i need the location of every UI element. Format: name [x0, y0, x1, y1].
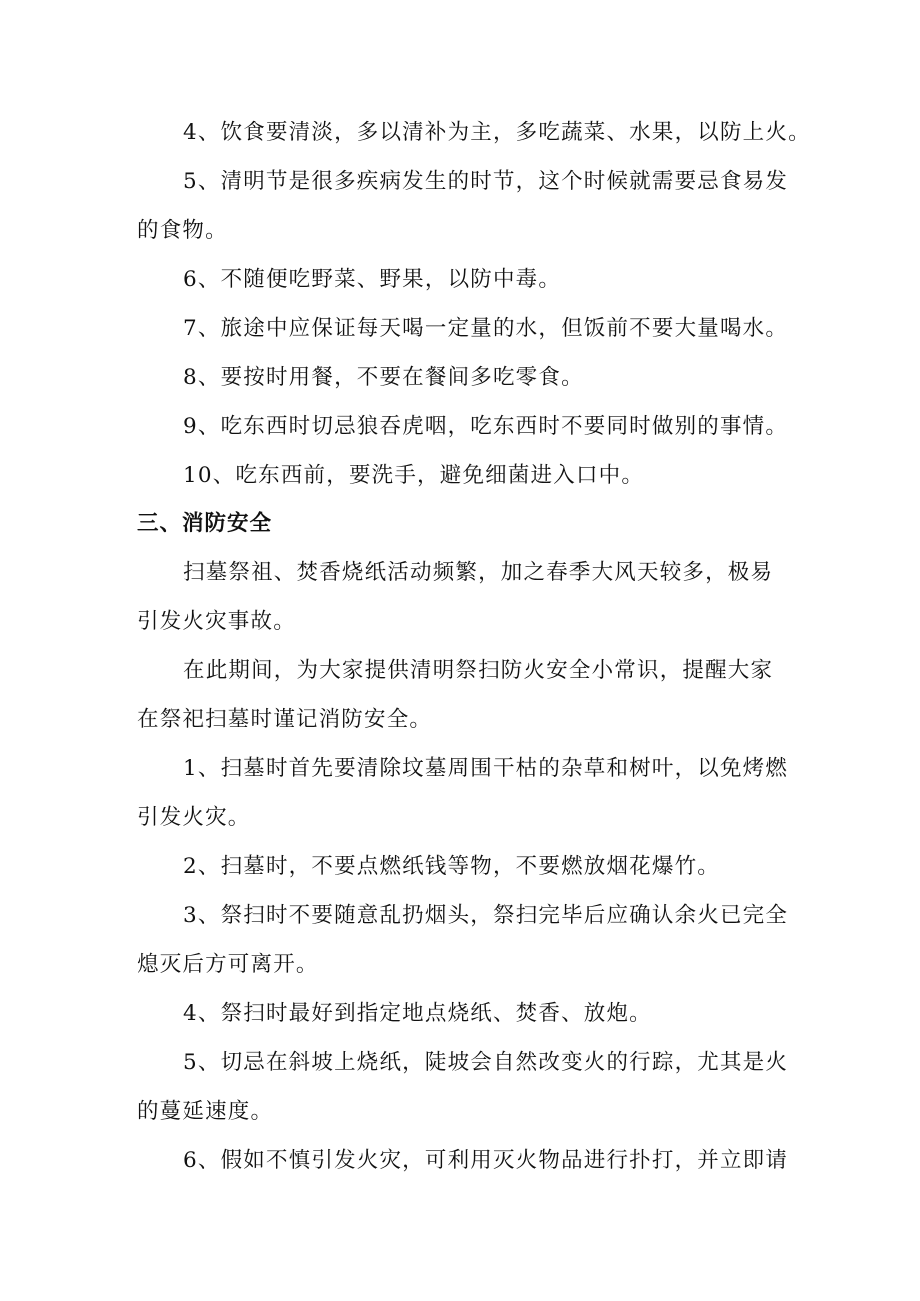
paragraph-line: 9、吃东西时切忌狼吞虎咽，吃东西时不要同时做别的事情。 [183, 414, 789, 439]
paragraph-line: 6、假如不慎引发火灾，可利用灭火物品进行扑打，并立即请 [183, 1148, 789, 1173]
paragraph-line: 的蔓延速度。 [137, 1099, 274, 1124]
paragraph-line: 7、旅途中应保证每天喝一定量的水，但饭前不要大量喝水。 [183, 316, 789, 341]
section-heading: 三、消防安全 [137, 511, 273, 536]
paragraph-line: 10、吃东西前，要洗手，避免细菌进入口中。 [183, 463, 645, 488]
paragraph-line: 4、饮食要清淡，多以清补为主，多吃蔬菜、水果，以防上火。 [183, 120, 811, 145]
paragraph-line: 在此期间，为大家提供清明祭扫防火安全小常识，提醒大家 [183, 658, 774, 683]
paragraph-line: 3、祭扫时不要随意乱扔烟头，祭扫完毕后应确认余火已完全 [183, 903, 789, 928]
paragraph-line: 1、扫墓时首先要清除坟墓周围干枯的杂草和树叶，以免烤燃 [183, 756, 789, 781]
paragraph-line: 5、切忌在斜坡上烧纸，陡坡会自然改变火的行踪，尤其是火 [183, 1050, 789, 1075]
paragraph-line: 4、祭扫时最好到指定地点烧纸、焚香、放炮。 [183, 1001, 652, 1026]
paragraph-line: 2、扫墓时，不要点燃纸钱等物，不要燃放烟花爆竹。 [183, 854, 720, 879]
paragraph-line: 的食物。 [137, 218, 228, 243]
paragraph-line: 6、不随便吃野菜、野果，以防中毒。 [183, 267, 562, 292]
paragraph-line: 扫墓祭祖、焚香烧纸活动频繁，加之春季大风天较多，极易 [183, 560, 774, 585]
paragraph-line: 引发火灾事故。 [137, 609, 296, 634]
paragraph-line: 引发火灾。 [137, 805, 251, 830]
paragraph-line: 熄灭后方可离开。 [137, 952, 319, 977]
paragraph-line: 在祭祀扫墓时谨记消防安全。 [137, 707, 433, 732]
paragraph-line: 5、清明节是很多疾病发生的时节，这个时候就需要忌食易发 [183, 169, 789, 194]
paragraph-line: 8、要按时用餐，不要在餐间多吃零食。 [183, 365, 584, 390]
